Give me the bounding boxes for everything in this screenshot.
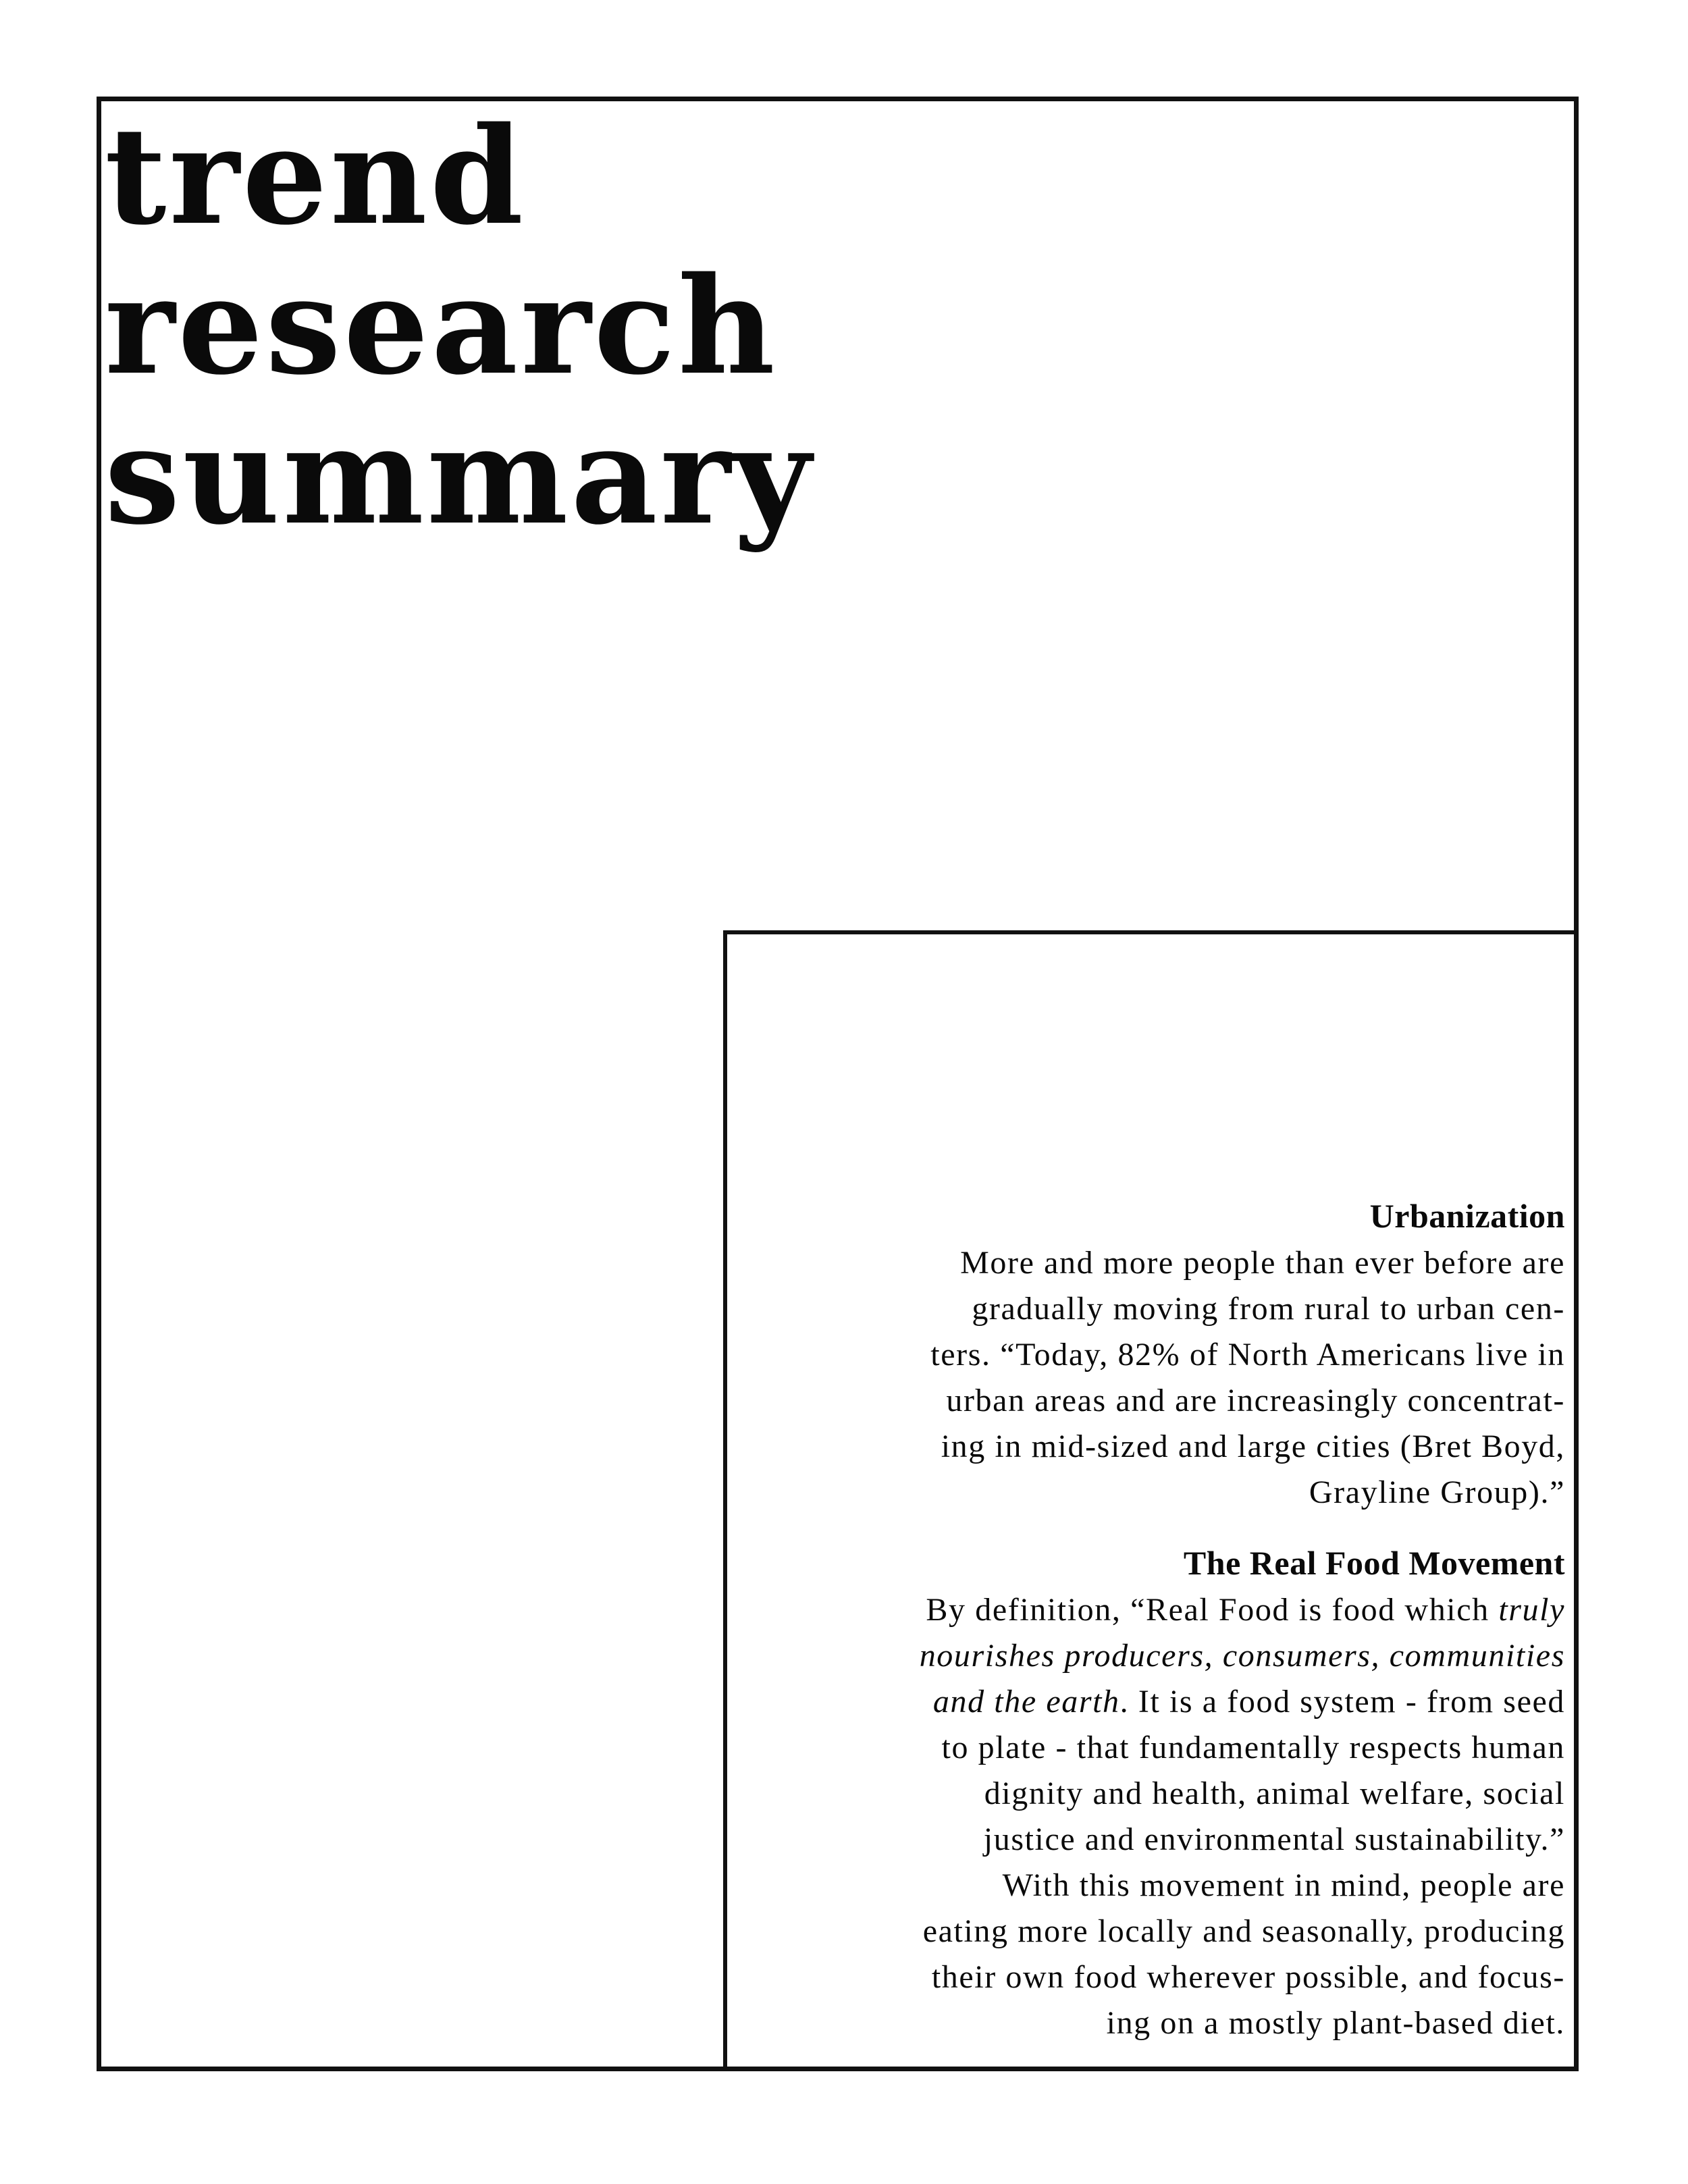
text-line: eating more locally and seasonally, producing: [922, 1913, 1565, 1949]
text-line: [795, 1679, 1565, 1725]
text-line: Grayline Group).”: [1309, 1474, 1565, 1510]
text-line: More and more people than ever before are: [960, 1245, 1565, 1281]
paragraph-real-food: [795, 1587, 1565, 2046]
text-line: [795, 1633, 1565, 1679]
text-line: [795, 1587, 1565, 1633]
text-column: [795, 1192, 1565, 2046]
section-heading-real-food: The Real Food Movement: [1183, 1544, 1565, 1582]
text-line: ing on a mostly plant-based diet.: [1106, 2005, 1565, 2041]
text-line: With this movement in mind, people are: [1002, 1867, 1565, 1903]
title-line-3: summary: [105, 397, 814, 554]
text-line: dignity and health, animal welfare, social: [984, 1776, 1565, 1811]
text-line: to plate - that fundamentally respects human: [941, 1730, 1565, 1765]
text-fragment: . It is a food system - from seed: [1119, 1684, 1565, 1720]
text-fragment: By definition, “Real Food is food which: [926, 1592, 1499, 1628]
section-heading-urbanization: Urbanization: [1369, 1197, 1565, 1235]
italic-fragment: truly: [1498, 1592, 1565, 1628]
title-line-1: trend: [105, 97, 527, 255]
text-line: their own food wherever possible, and focus-: [931, 1959, 1565, 1995]
text-line: urban areas and are increasingly concentrat-: [946, 1383, 1565, 1418]
italic-fragment: nourishes producers, consumers, communities: [919, 1638, 1565, 1674]
text-line: ters. “Today, 82% of North Americans live in: [930, 1337, 1565, 1373]
text-line: justice and environmental sustainability.”: [983, 1821, 1565, 1857]
title-line-2: research: [105, 247, 778, 404]
text-line: gradually moving from rural to urban cen-: [972, 1291, 1565, 1327]
text-line: ing in mid-sized and large cities (Bret Boyd,: [941, 1429, 1565, 1464]
paragraph-urbanization: [795, 1240, 1565, 1516]
italic-fragment: and the earth: [932, 1684, 1120, 1720]
page-title: [105, 97, 814, 554]
